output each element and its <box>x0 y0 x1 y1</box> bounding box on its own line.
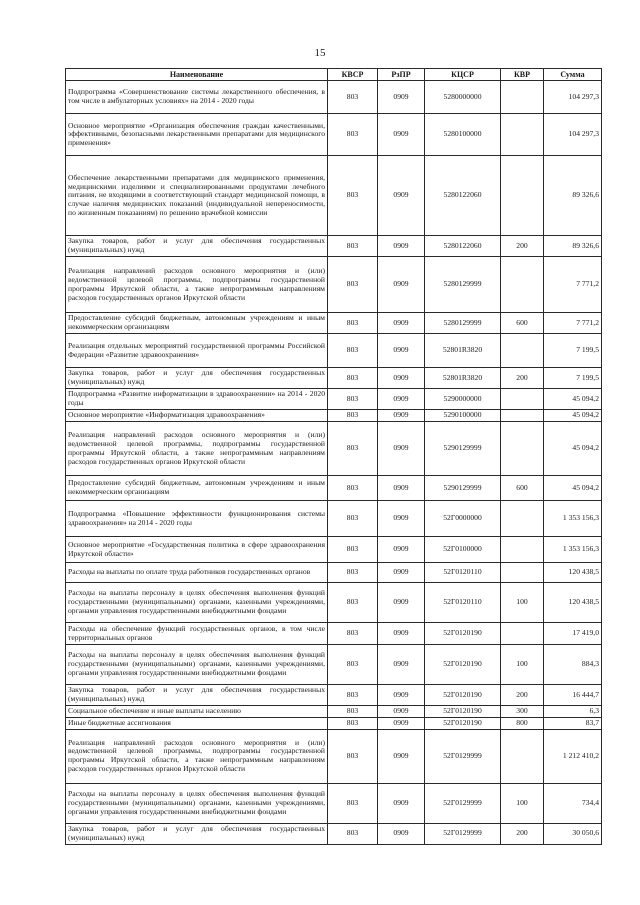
cell-kcsr: 52Г0100000 <box>425 537 501 563</box>
table-row <box>66 114 602 156</box>
cell-sum: 7 199,5 <box>544 368 602 389</box>
cell-kcsr: 5280129999 <box>425 257 501 313</box>
cell-rzpr: 0909 <box>378 645 425 685</box>
header-kvsr: КВСР <box>328 69 378 81</box>
cell-kvsr: 803 <box>328 114 378 156</box>
cell-rzpr: 0909 <box>378 729 425 783</box>
cell-rzpr: 0909 <box>378 81 425 114</box>
table-row <box>66 729 602 783</box>
cell-kvr: 600 <box>501 476 544 501</box>
cell-rzpr: 0909 <box>378 156 425 236</box>
table-row <box>66 389 602 410</box>
header-rzpr: РзПР <box>378 69 425 81</box>
cell-kvr <box>501 257 544 313</box>
cell-kvr <box>501 537 544 563</box>
cell-name: Подпрограмма «Совершенствование системы лекарственного обеспечения, в том числе в амбулаторных условиях» на 2014 - 2020 годы <box>66 81 328 114</box>
cell-rzpr: 0909 <box>378 783 425 823</box>
cell-sum: 89 326,6 <box>544 156 602 236</box>
cell-sum: 83,7 <box>544 717 602 729</box>
cell-name: Закупка товаров, работ и услуг для обеспечения государственных (муниципальных) нужд <box>66 685 328 706</box>
cell-rzpr: 0909 <box>378 476 425 501</box>
cell-name: Иные бюджетные ассигнования <box>66 717 328 729</box>
cell-kvsr: 803 <box>328 563 378 583</box>
cell-rzpr: 0909 <box>378 706 425 718</box>
cell-kvsr: 803 <box>328 823 378 844</box>
cell-kvr <box>501 623 544 645</box>
cell-sum: 45 094,2 <box>544 476 602 501</box>
cell-name: Закупка товаров, работ и услуг для обеспечения государственных (муниципальных) нужд <box>66 236 328 257</box>
cell-kvsr: 803 <box>328 537 378 563</box>
cell-kcsr: 52801R3820 <box>425 334 501 368</box>
cell-sum: 1 353 156,3 <box>544 501 602 537</box>
table-row <box>66 783 602 823</box>
cell-sum: 884,3 <box>544 645 602 685</box>
table-row <box>66 476 602 501</box>
cell-rzpr: 0909 <box>378 823 425 844</box>
cell-kvr <box>501 389 544 410</box>
table-row <box>66 257 602 313</box>
cell-rzpr: 0909 <box>378 313 425 334</box>
cell-name: Расходы на выплаты персоналу в целях обеспечения выполнения функций государственными (муниципальными) органами, казенными учреждениями, органами управления государственными внебюджетными фондами <box>66 783 328 823</box>
cell-sum: 104 297,3 <box>544 114 602 156</box>
table-row <box>66 706 602 718</box>
cell-sum: 16 444,7 <box>544 685 602 706</box>
cell-kvr: 800 <box>501 717 544 729</box>
cell-kcsr: 52Г0129999 <box>425 823 501 844</box>
cell-kvr <box>501 410 544 422</box>
cell-kcsr: 52Г0129999 <box>425 729 501 783</box>
cell-kvr: 100 <box>501 583 544 623</box>
cell-sum: 120 438,5 <box>544 563 602 583</box>
table-row <box>66 685 602 706</box>
cell-name: Закупка товаров, работ и услуг для обеспечения государственных (муниципальных) нужд <box>66 823 328 844</box>
table-body <box>66 81 602 844</box>
cell-name: Подпрограмма «Развитие информатизации в здравоохранении» на 2014 - 2020 годы <box>66 389 328 410</box>
cell-kcsr: 5280100000 <box>425 114 501 156</box>
cell-rzpr: 0909 <box>378 717 425 729</box>
cell-sum: 7 771,2 <box>544 257 602 313</box>
table-row <box>66 623 602 645</box>
cell-kvsr: 803 <box>328 717 378 729</box>
cell-name: Реализация отдельных мероприятий государственной программы Российской Федерации «Развитие здравоохранения» <box>66 334 328 368</box>
budget-table <box>65 68 602 845</box>
cell-rzpr: 0909 <box>378 623 425 645</box>
cell-rzpr: 0909 <box>378 685 425 706</box>
cell-kcsr: 5280129999 <box>425 313 501 334</box>
table-row <box>66 334 602 368</box>
cell-kcsr: 5280000000 <box>425 81 501 114</box>
table-row <box>66 717 602 729</box>
cell-sum: 1 212 410,2 <box>544 729 602 783</box>
cell-sum: 45 094,2 <box>544 422 602 476</box>
table-row <box>66 823 602 844</box>
table-row <box>66 368 602 389</box>
cell-name: Реализация направлений расходов основного мероприятия и (или) ведомственной целевой программы, подпрограммы государственной программы Иркутской области, а также непрограммным направлениям расходов государственных органов Иркутской области <box>66 422 328 476</box>
header-kvr: КВР <box>501 69 544 81</box>
cell-rzpr: 0909 <box>378 563 425 583</box>
cell-sum: 30 050,6 <box>544 823 602 844</box>
cell-rzpr: 0909 <box>378 583 425 623</box>
cell-rzpr: 0909 <box>378 257 425 313</box>
cell-kvr: 600 <box>501 313 544 334</box>
cell-name: Реализация направлений расходов основного мероприятия и (или) ведомственной целевой программы, подпрограммы государственной программы Иркутской области, а также непрограммным направлениям расходов государственных органов Иркутской области <box>66 257 328 313</box>
cell-name: Основное мероприятие «Информатизация здравоохранения» <box>66 410 328 422</box>
cell-kvr: 100 <box>501 645 544 685</box>
table-row <box>66 236 602 257</box>
cell-kvsr: 803 <box>328 685 378 706</box>
cell-kcsr: 5280122060 <box>425 236 501 257</box>
cell-sum: 120 438,5 <box>544 583 602 623</box>
cell-name: Закупка товаров, работ и услуг для обеспечения государственных (муниципальных) нужд <box>66 368 328 389</box>
cell-rzpr: 0909 <box>378 410 425 422</box>
cell-name: Основное мероприятие «Организация обеспечения граждан качественными, эффективными, безопасными лекарственными препаратами для медицинского применения» <box>66 114 328 156</box>
cell-sum: 6,3 <box>544 706 602 718</box>
cell-kvsr: 803 <box>328 313 378 334</box>
cell-name: Расходы на выплаты по оплате труда работников государственных органов <box>66 563 328 583</box>
cell-kvsr: 803 <box>328 156 378 236</box>
cell-kvsr: 803 <box>328 623 378 645</box>
cell-kvr <box>501 563 544 583</box>
header-kcsr: КЦСР <box>425 69 501 81</box>
cell-kvsr: 803 <box>328 476 378 501</box>
cell-sum: 45 094,2 <box>544 410 602 422</box>
cell-kvr <box>501 422 544 476</box>
table-row <box>66 81 602 114</box>
cell-kvsr: 803 <box>328 410 378 422</box>
cell-kvsr: 803 <box>328 783 378 823</box>
cell-rzpr: 0909 <box>378 236 425 257</box>
cell-kcsr: 52Г0120190 <box>425 623 501 645</box>
cell-name: Расходы на выплаты персоналу в целях обеспечения выполнения функций государственными (муниципальными) органами, казенными учреждениями, органами управления государственными внебюджетными фондами <box>66 583 328 623</box>
cell-kvsr: 803 <box>328 501 378 537</box>
cell-sum: 7 771,2 <box>544 313 602 334</box>
cell-kvr: 200 <box>501 823 544 844</box>
cell-kcsr: 52Г0129999 <box>425 783 501 823</box>
cell-kvr <box>501 81 544 114</box>
table-row <box>66 410 602 422</box>
cell-kcsr: 52Г0120190 <box>425 717 501 729</box>
table-row <box>66 313 602 334</box>
cell-kvsr: 803 <box>328 368 378 389</box>
page-number: 15 <box>314 47 326 59</box>
cell-rzpr: 0909 <box>378 114 425 156</box>
cell-name: Социальное обеспечение и иные выплаты населению <box>66 706 328 718</box>
cell-rzpr: 0909 <box>378 368 425 389</box>
cell-sum: 734,4 <box>544 783 602 823</box>
table-row <box>66 563 602 583</box>
cell-kvr: 300 <box>501 706 544 718</box>
cell-rzpr: 0909 <box>378 501 425 537</box>
cell-kvsr: 803 <box>328 257 378 313</box>
table-row <box>66 583 602 623</box>
cell-kcsr: 52Г0120110 <box>425 563 501 583</box>
header-name: Наименование <box>66 69 328 81</box>
cell-kvsr: 803 <box>328 389 378 410</box>
cell-name: Подпрограмма «Повышение эффективности функционирования системы здравоохранения» на 2014 - 2020 годы <box>66 501 328 537</box>
cell-kvr: 100 <box>501 783 544 823</box>
cell-name: Предоставление субсидий бюджетным, автономным учреждениям и иным некоммерческим организациям <box>66 476 328 501</box>
cell-sum: 17 419,0 <box>544 623 602 645</box>
cell-name: Предоставление субсидий бюджетным, автономным учреждениям и иным некоммерческим организациям <box>66 313 328 334</box>
cell-kvsr: 803 <box>328 422 378 476</box>
cell-kvr <box>501 334 544 368</box>
cell-name: Расходы на выплаты персоналу в целях обеспечения выполнения функций государственными (муниципальными) органами, казенными учреждениями, органами управления государственными внебюджетными фондами <box>66 645 328 685</box>
cell-kvsr: 803 <box>328 81 378 114</box>
cell-kcsr: 52801R3820 <box>425 368 501 389</box>
cell-kcsr: 52Г0120190 <box>425 685 501 706</box>
cell-kcsr: 52Г0120190 <box>425 706 501 718</box>
cell-kvsr: 803 <box>328 236 378 257</box>
table-row <box>66 422 602 476</box>
table-row <box>66 156 602 236</box>
cell-rzpr: 0909 <box>378 334 425 368</box>
cell-kcsr: 5290129999 <box>425 422 501 476</box>
cell-rzpr: 0909 <box>378 422 425 476</box>
cell-sum: 1 353 156,3 <box>544 537 602 563</box>
cell-kcsr: 52Г0000000 <box>425 501 501 537</box>
cell-kvsr: 803 <box>328 729 378 783</box>
cell-rzpr: 0909 <box>378 537 425 563</box>
cell-kvsr: 803 <box>328 706 378 718</box>
cell-kvr <box>501 114 544 156</box>
cell-kvr <box>501 156 544 236</box>
cell-kvsr: 803 <box>328 645 378 685</box>
cell-kcsr: 52Г0120190 <box>425 645 501 685</box>
cell-kvr: 200 <box>501 236 544 257</box>
cell-name: Основное мероприятие «Государственная политика в сфере здравоохранения Иркутской области» <box>66 537 328 563</box>
cell-kcsr: 5290000000 <box>425 389 501 410</box>
cell-kvsr: 803 <box>328 583 378 623</box>
cell-name: Реализация направлений расходов основного мероприятия и (или) ведомственной целевой программы, подпрограммы государственной программы Иркутской области, а также непрограммным направлениям расходов государственных органов Иркутской области <box>66 729 328 783</box>
cell-sum: 7 199,5 <box>544 334 602 368</box>
header-sum: Сумма <box>544 69 602 81</box>
table-header-row <box>66 69 602 81</box>
cell-kcsr: 52Г0120110 <box>425 583 501 623</box>
cell-kcsr: 5280122060 <box>425 156 501 236</box>
cell-sum: 104 297,3 <box>544 81 602 114</box>
cell-name: Расходы на обеспечение функций государственных органов, в том числе территориальных органов <box>66 623 328 645</box>
cell-kvr: 200 <box>501 368 544 389</box>
cell-kcsr: 5290129999 <box>425 476 501 501</box>
cell-rzpr: 0909 <box>378 389 425 410</box>
cell-kvr: 200 <box>501 685 544 706</box>
table-row <box>66 645 602 685</box>
cell-kvsr: 803 <box>328 334 378 368</box>
table-row <box>66 501 602 537</box>
table-row <box>66 537 602 563</box>
cell-kcsr: 5290100000 <box>425 410 501 422</box>
cell-kvr <box>501 501 544 537</box>
cell-name: Обеспечение лекарственными препаратами для медицинского применения, медицинскими изделиями и специализированными продуктами лечебного питания, не входящими в соответствующий стандарт медицинской помощи, в случае наличия медицинских показаний (индивидуальной непереносимости, по жизненным показаниям) по решению врачебной комиссии <box>66 156 328 236</box>
cell-kvr <box>501 729 544 783</box>
cell-sum: 89 326,6 <box>544 236 602 257</box>
cell-sum: 45 094,2 <box>544 389 602 410</box>
